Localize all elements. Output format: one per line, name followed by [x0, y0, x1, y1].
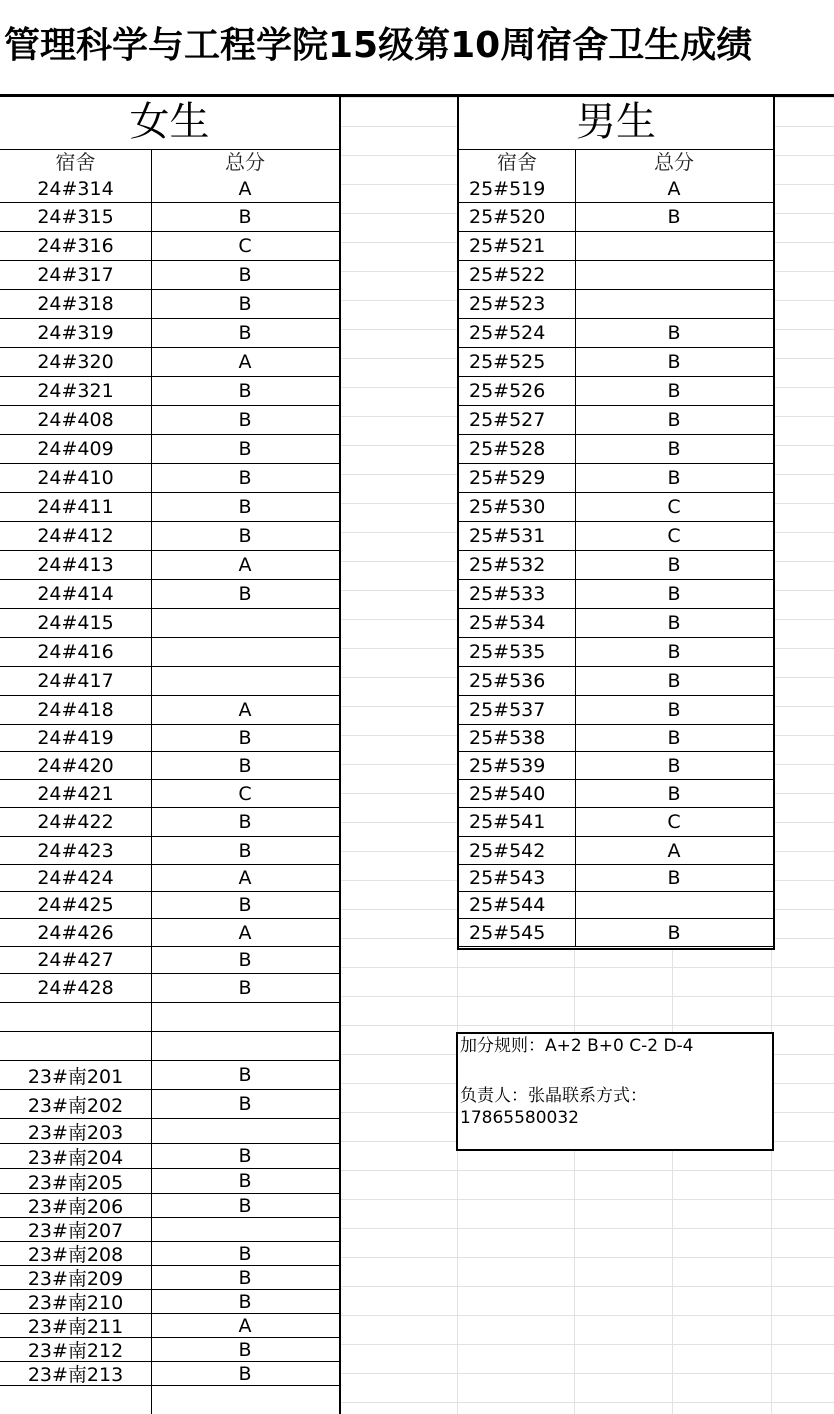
score-cell — [151, 1003, 339, 1031]
score-cell: B — [238, 1242, 252, 1265]
score-cell: B — [667, 351, 681, 373]
score-cell: B — [238, 894, 252, 916]
score-cell — [151, 667, 339, 695]
notes-box — [456, 1032, 774, 1151]
score-cell — [575, 232, 773, 260]
score-cell: B — [667, 867, 681, 889]
table-row — [0, 919, 339, 947]
table-row — [0, 1169, 339, 1194]
table-row — [0, 1290, 339, 1314]
room-cell: 24#414 — [37, 583, 114, 605]
room-cell: 25#529 — [469, 467, 546, 489]
score-cell: B — [238, 727, 252, 749]
score-cell: B — [667, 206, 681, 228]
room-cell: 24#427 — [37, 949, 114, 971]
contact-phone: 17865580032 — [460, 1108, 579, 1128]
girls-col-score-header: 总分 — [225, 150, 265, 174]
table-row — [459, 261, 773, 290]
column-divider — [575, 149, 576, 947]
room-cell: 24#320 — [37, 351, 114, 373]
table-row — [0, 752, 339, 780]
score-cell: B — [667, 754, 681, 777]
table-row — [459, 752, 773, 780]
score-cell: B — [667, 409, 681, 431]
score-cell: B — [238, 206, 252, 228]
room-cell: 24#318 — [37, 293, 114, 315]
table-row — [0, 1032, 339, 1061]
score-cell: B — [238, 380, 252, 402]
room-cell: 25#536 — [469, 670, 546, 692]
table-row — [459, 232, 773, 261]
score-cell: C — [667, 525, 681, 547]
table-row — [0, 1144, 339, 1169]
score-cell: B — [238, 293, 252, 315]
score-cell — [151, 1032, 339, 1060]
table-row — [0, 1218, 339, 1242]
room-cell: 25#545 — [469, 921, 546, 944]
room-cell: 25#540 — [469, 782, 546, 805]
score-cell: B — [667, 380, 681, 402]
room-cell: 24#413 — [37, 554, 114, 576]
table-row — [459, 175, 773, 203]
table-row — [459, 667, 773, 696]
room-cell: 25#527 — [469, 409, 546, 431]
room-cell: 24#314 — [37, 177, 114, 200]
score-cell: C — [667, 811, 681, 833]
room-cell: 25#541 — [469, 811, 546, 833]
table-row — [459, 551, 773, 580]
room-cell: 24#315 — [37, 206, 114, 228]
room-cell: 24#420 — [37, 754, 114, 777]
table-row — [0, 175, 339, 203]
room-cell: 25#522 — [469, 264, 546, 286]
table-row — [459, 638, 773, 667]
table-row — [0, 1090, 339, 1119]
room-cell: 25#531 — [469, 525, 546, 547]
score-cell: B — [238, 438, 252, 460]
table-row — [0, 319, 339, 348]
score-cell: A — [238, 1314, 252, 1337]
boys-col-score-header: 总分 — [654, 150, 694, 174]
room-cell: 23#南206 — [27, 1196, 124, 1218]
score-cell — [151, 609, 339, 637]
score-cell: B — [238, 839, 252, 862]
table-row — [0, 580, 339, 609]
room-cell: 24#418 — [37, 699, 114, 721]
score-cell: B — [238, 1170, 252, 1192]
room-cell: 25#525 — [469, 351, 546, 373]
room-cell: 24#408 — [37, 409, 114, 431]
score-cell: B — [238, 977, 252, 999]
room-cell: 25#539 — [469, 754, 546, 777]
room-cell: 25#535 — [469, 641, 546, 663]
score-cell: B — [238, 583, 252, 605]
table-row — [0, 837, 339, 865]
score-cell: A — [667, 177, 681, 200]
room-cell: 24#428 — [37, 977, 114, 999]
score-cell: B — [238, 409, 252, 431]
table-row — [0, 780, 339, 808]
score-cell: C — [238, 782, 252, 805]
table-row — [0, 947, 339, 974]
table-row — [459, 696, 773, 725]
score-cell: B — [238, 264, 252, 286]
score-cell: B — [667, 921, 681, 944]
score-cell: B — [238, 467, 252, 489]
score-cell: B — [667, 782, 681, 805]
table-row — [0, 974, 339, 1003]
room-cell: 24#411 — [37, 496, 114, 518]
room-cell: 24#317 — [37, 264, 114, 286]
girls-col-room-header: 宿舍 — [55, 150, 96, 174]
table-row — [0, 1266, 339, 1290]
table-row — [0, 892, 339, 919]
table-row — [0, 1119, 339, 1144]
table-row — [0, 464, 339, 493]
page-title: 管理科学与工程学院15级第10周宿舍卫生成绩 — [4, 25, 753, 66]
room-cell: 25#542 — [469, 839, 546, 862]
score-cell: B — [238, 754, 252, 777]
room-cell: 24#316 — [37, 235, 114, 257]
room-cell: 25#519 — [469, 177, 546, 200]
table-row — [0, 261, 339, 290]
room-cell: 23#南202 — [27, 1094, 124, 1117]
room-cell: 24#421 — [37, 782, 114, 805]
room-cell: 24#416 — [37, 641, 114, 663]
room-cell: 23#南213 — [27, 1364, 124, 1386]
table-row — [459, 580, 773, 609]
score-cell: B — [667, 641, 681, 663]
table-row — [459, 780, 773, 808]
girls-heading: 女生 — [0, 97, 339, 150]
table-row — [0, 1194, 339, 1218]
score-cell: B — [238, 525, 252, 547]
table-row — [0, 551, 339, 580]
room-cell: 25#537 — [469, 699, 546, 721]
room-cell: 25#523 — [469, 293, 546, 315]
table-row — [459, 493, 773, 522]
score-cell: B — [238, 1145, 252, 1167]
room-cell: 24#410 — [37, 467, 114, 489]
score-cell: B — [238, 1266, 252, 1289]
table-row — [0, 1362, 339, 1386]
table-row — [0, 725, 339, 752]
table-row — [0, 1242, 339, 1266]
table-row — [459, 919, 773, 947]
room-cell: 23#南203 — [27, 1121, 124, 1144]
table-row — [459, 837, 773, 865]
room-cell: 24#415 — [37, 612, 114, 634]
table-row — [0, 808, 339, 837]
room-cell: 23#南207 — [27, 1220, 124, 1242]
table-row — [0, 696, 339, 725]
score-cell: B — [238, 1194, 252, 1217]
room-cell: 24#424 — [37, 867, 114, 889]
score-cell — [575, 261, 773, 289]
scoring-rule: 加分规则：A+2 B+0 C-2 D-4 — [460, 1036, 694, 1056]
room-cell: 25#530 — [469, 496, 546, 518]
boys-table — [457, 97, 775, 950]
girls-table — [0, 97, 341, 1414]
room-cell: 25#544 — [469, 894, 546, 916]
score-cell: B — [238, 322, 252, 344]
room-cell: 24#319 — [37, 322, 114, 344]
room-cell: 23#南205 — [27, 1171, 124, 1194]
room-cell: 24#417 — [37, 670, 114, 692]
room-cell — [0, 1003, 151, 1031]
table-row — [459, 464, 773, 493]
score-cell: A — [238, 177, 252, 200]
table-row — [0, 377, 339, 406]
room-cell: 24#422 — [37, 811, 114, 833]
room-cell: 25#534 — [469, 612, 546, 634]
table-row — [459, 808, 773, 837]
score-cell: A — [238, 921, 252, 944]
score-cell — [151, 638, 339, 666]
contact-label: 负责人：张晶联系方式： — [460, 1086, 647, 1106]
room-cell: 23#南209 — [27, 1268, 124, 1290]
table-row — [459, 203, 773, 232]
column-divider — [151, 149, 152, 1414]
score-cell: B — [238, 1290, 252, 1313]
room-cell: 24#419 — [37, 727, 114, 749]
score-cell — [575, 290, 773, 318]
table-row — [0, 1314, 339, 1338]
table-row — [0, 865, 339, 892]
score-cell — [151, 1218, 339, 1241]
score-cell: C — [238, 235, 252, 257]
table-row — [459, 406, 773, 435]
room-cell: 25#533 — [469, 583, 546, 605]
score-cell: A — [238, 699, 252, 721]
score-cell: B — [667, 727, 681, 749]
score-cell: A — [238, 867, 252, 889]
score-cell: B — [667, 699, 681, 721]
score-cell: B — [667, 438, 681, 460]
table-row — [459, 725, 773, 752]
score-cell: B — [667, 583, 681, 605]
room-cell: 24#321 — [37, 380, 114, 402]
room-cell: 24#425 — [37, 894, 114, 916]
score-cell: B — [238, 496, 252, 518]
table-row — [0, 1003, 339, 1032]
table-row — [0, 203, 339, 232]
table-row — [459, 290, 773, 319]
table-row — [459, 892, 773, 919]
score-cell: B — [667, 670, 681, 692]
room-cell: 25#532 — [469, 554, 546, 576]
table-row — [0, 638, 339, 667]
score-cell: C — [667, 496, 681, 518]
room-cell: 23#南201 — [27, 1065, 124, 1088]
room-cell: 25#526 — [469, 380, 546, 402]
table-row — [0, 232, 339, 261]
score-cell: A — [238, 554, 252, 576]
room-cell: 25#528 — [469, 438, 546, 460]
room-cell: 25#521 — [469, 235, 546, 257]
score-cell: A — [667, 839, 681, 862]
room-cell: 23#南211 — [27, 1316, 124, 1338]
table-row — [459, 348, 773, 377]
table-row — [0, 522, 339, 551]
table-row — [459, 319, 773, 348]
score-cell: B — [238, 1064, 252, 1086]
room-cell: 25#538 — [469, 727, 546, 749]
room-cell: 24#412 — [37, 525, 114, 547]
room-cell: 25#520 — [469, 206, 546, 228]
score-cell: B — [238, 1362, 252, 1385]
score-cell: B — [238, 1093, 252, 1115]
room-cell: 24#423 — [37, 839, 114, 862]
room-cell: 23#南210 — [27, 1292, 124, 1314]
room-cell: 25#543 — [469, 867, 546, 889]
table-row — [0, 493, 339, 522]
table-row — [0, 348, 339, 377]
table-row — [459, 522, 773, 551]
room-cell: 25#524 — [469, 322, 546, 344]
boys-col-room-header: 宿舍 — [497, 150, 537, 174]
score-cell: B — [238, 1338, 252, 1361]
score-cell: B — [667, 554, 681, 576]
table-row — [0, 609, 339, 638]
score-cell: A — [238, 351, 252, 373]
table-row — [459, 609, 773, 638]
boys-heading: 男生 — [459, 97, 773, 150]
room-cell: 24#426 — [37, 921, 114, 944]
score-cell: B — [667, 467, 681, 489]
table-row — [0, 435, 339, 464]
room-cell: 23#南212 — [27, 1340, 124, 1362]
table-row — [459, 865, 773, 892]
table-row — [0, 290, 339, 319]
room-cell: 24#409 — [37, 438, 114, 460]
score-cell: B — [667, 612, 681, 634]
score-cell — [575, 892, 773, 918]
table-row — [0, 1061, 339, 1090]
score-cell — [151, 1119, 339, 1143]
table-row — [459, 377, 773, 406]
score-cell: B — [667, 322, 681, 344]
room-cell: 23#南204 — [27, 1146, 124, 1169]
table-row — [0, 1338, 339, 1362]
score-cell: B — [238, 811, 252, 833]
table-row — [0, 406, 339, 435]
score-cell: B — [238, 949, 252, 971]
room-cell: 23#南208 — [27, 1244, 124, 1266]
table-row — [0, 667, 339, 696]
table-row — [459, 435, 773, 464]
room-cell — [0, 1032, 151, 1060]
